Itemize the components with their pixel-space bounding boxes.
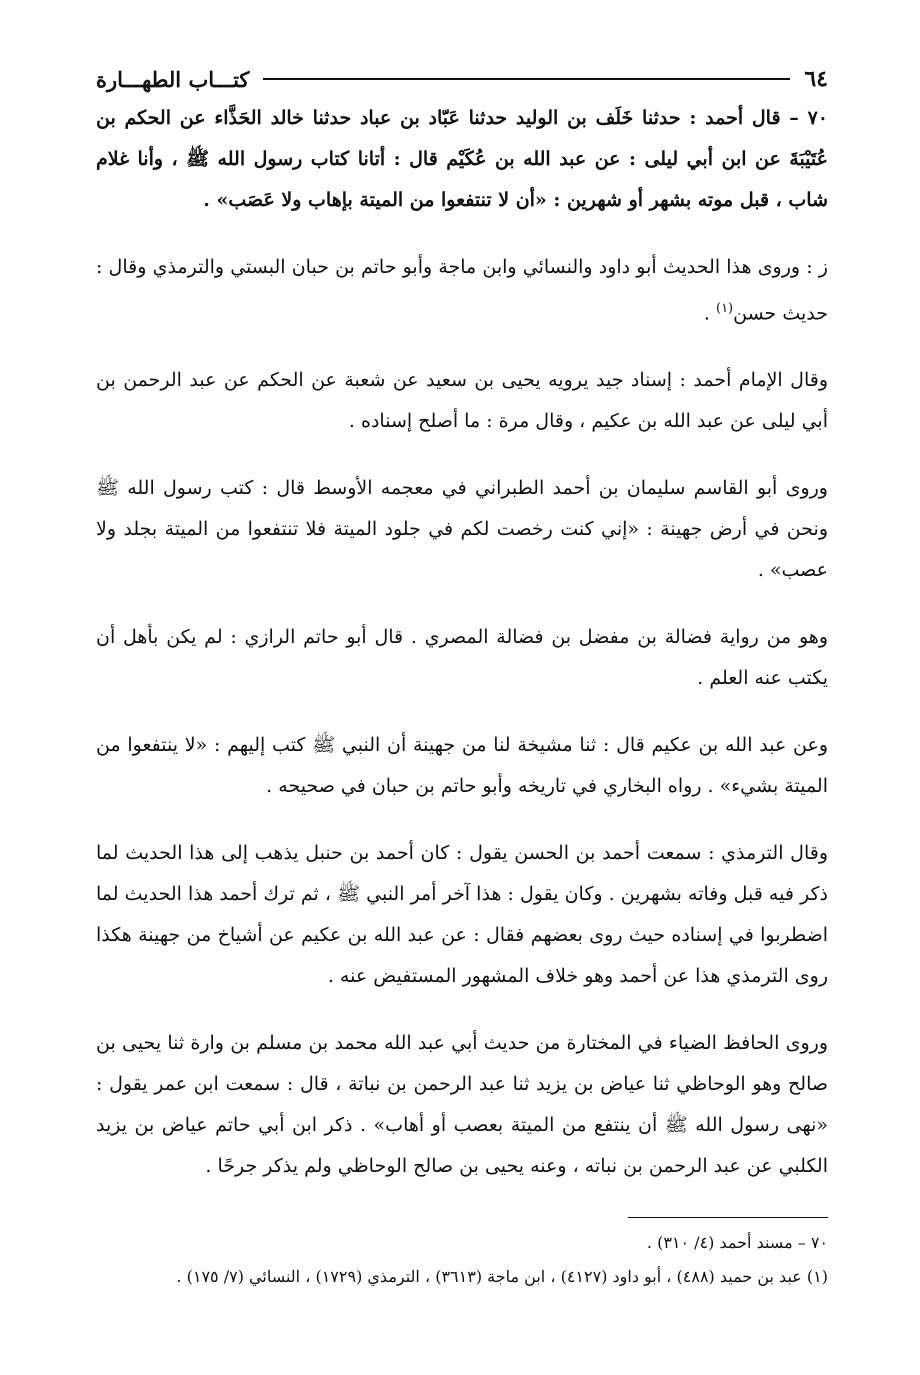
paragraph-5: وهو من رواية فضالة بن مفضل بن فضالة المصري . قال أبو حاتم الرازي : لم يكن بأهل أن يكتب عنه العلم . [96, 626, 828, 690]
footnote-1: ٧٠ – مسند أحمد (٤/ ٣١٠) . [646, 1233, 828, 1253]
paragraph-2: ز : وروى هذا الحديث أبو داود والنسائي وابن ماجة وأبو حاتم بن حبان البستي والترمذي وقال : حديث حسن$^{(١)}$ . [96, 256, 828, 325]
page-header [96, 60, 828, 98]
header-rule [263, 78, 790, 80]
paragraph-7: وقال الترمذي : سمعت أحمد بن الحسن يقول : كان أحمد بن حنبل يذهب إلى هذا الحديث لما ذكر فيه قبل وفاته بشهرين . وكان يقول : هذا آخر أمر النبي ﷺ ، ثم ترك أحمد هذا الحديث لما اضطربوا في إسناده حيث روى بعضهم فقال : عن عبد الله بن عكيم عن أشياخ من جهينة هكذا روى الترمذي هذا عن أحمد وهو خلاف المشهور المستفيض عنه . [96, 842, 828, 988]
hadith-70: ٧٠ – قال أحمد : حدثنا خَلَف بن الوليد حدثنا عَبّاد بن عباد حدثنا خالد الحَذَّاء عن الحكم بن عُتَيْبَةَ عن ابن أبي ليلى : عن عبد الله بن عُكَيْم قال : أتانا كتاب رسول الله ﷺ ، وأنا غلام شاب ، قبل موته بشهر أو شهرين : «أن لا تنتفعوا من الميتة بإهاب ولا عَصَب» . [96, 107, 828, 211]
footnote-marker: (١) [715, 301, 734, 316]
paragraph-8: وروى الحافظ الضياء في المختارة من حديث أبي عبد الله محمد بن مسلم بن وارة ثنا يحيى بن صالح وهو الوحاظي ثنا عياض بن يزيد ثنا عبد الرحمن بن نباتة ، قال : سمعت ابن عمر يقول : «نهى رسول الله ﷺ أن ينتفع من الميتة بعصب أو أهاب» . ذكر ابن أبي حاتم عياض بن يزيد الكلبي عن عبد الرحمن بن نباته ، وعنه يحيى بن صالح الوحاظي ولم يذكر جرحًا . [96, 1032, 828, 1178]
paragraph-6: وعن عبد الله بن عكيم قال : ثنا مشيخة لنا من جهينة أن النبي ﷺ كتب إليهم : «لا ينتفعوا من الميتة بشيء» . رواه البخاري في تاريخه وأبو حاتم بن حبان في صحيحه . [96, 734, 828, 798]
paragraph-4: وروى أبو القاسم سليمان بن أحمد الطبراني في معجمه الأوسط قال : كتب رسول الله ﷺ ونحن في أرض جهينة : «إني كنت رخصت لكم في جلود الميتة فلا تنتفعوا من الميتة بجلد ولا عصب» . [96, 477, 828, 582]
paragraph-3: وقال الإمام أحمد : إسناد جيد يرويه يحيى بن سعيد عن شعبة عن الحكم عن عبد الرحمن بن أبي ليلى عن عبد الله بن عكيم ، وقال مرة : ما أصلح إسناده . [96, 369, 828, 433]
footnote-divider [628, 1217, 828, 1218]
footnote-2: (١) عبد بن حميد (٤٨٨) ، أبو داود (٤١٢٧) ، ابن ماجة (٣٦١٣) ، الترمذي (١٧٢٩) ، النسائي (٧/ ١٧٥) . [176, 1267, 828, 1287]
book-title: كتـــاب الطهـــارة [96, 66, 250, 92]
page-number: ٦٤ [804, 66, 828, 92]
paragraph-2-text: ز : وروى هذا الحديث أبو داود والنسائي وابن ماجة وأبو حاتم بن حبان البستي والترمذي وقال : حديث حسن [96, 256, 828, 325]
